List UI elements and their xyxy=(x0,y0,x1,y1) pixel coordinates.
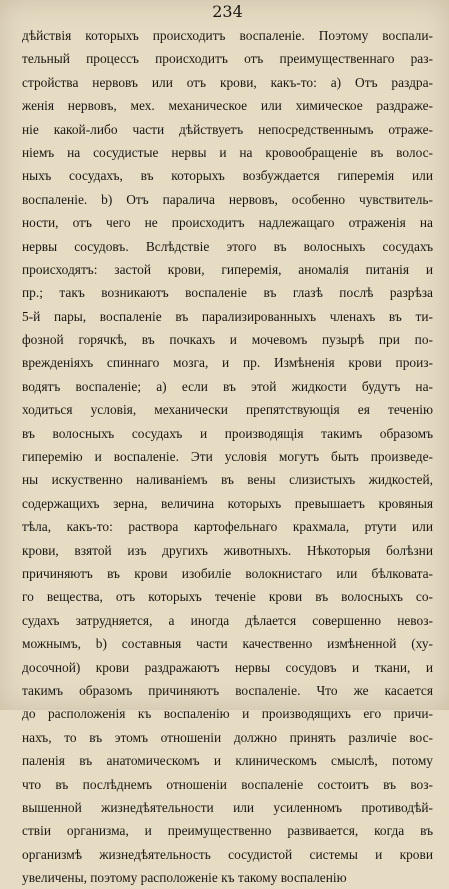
text-line: воспаленіе. b) Отъ паралича нервовъ, особенно чувствитель- xyxy=(22,191,433,207)
text-line: ходиться условія, механически препятствующія ея теченію xyxy=(22,402,433,418)
text-line: фозной горячкѣ, въ почкахъ и мочевомъ пузырѣ при по- xyxy=(22,332,433,348)
text-line: увеличены, поэтому расположеніе къ такому воспаленію xyxy=(22,870,347,886)
text-line: содержащихъ зерна, величина которыхъ превышаетъ кровяныя xyxy=(22,495,433,511)
text-line: такимъ образомъ причиняютъ воспаленіе. Что же касается xyxy=(22,682,433,698)
text-line: ніе какой-либо части дѣйствуетъ непосредственнымъ отраже- xyxy=(22,121,433,137)
text-line: ніемъ на сосудистые нервы и на кровообращеніе въ волос- xyxy=(22,144,433,160)
text-line: вышенной жизнедѣятельности или усиленномъ противодѣй- xyxy=(22,799,433,815)
text-line: пр.; такъ возникаютъ воспаленіе въ глазѣ послѣ разрѣза xyxy=(22,285,433,301)
text-line: крови, взятой изъ другихъ животныхъ. Нѣкоторыя болѣзни xyxy=(22,542,433,558)
text-line: врежденіяхъ спиннаго мозга, и пр. Измѣненія крови произ- xyxy=(22,355,433,371)
text-line: стройства нервовъ или отъ крови, какъ-то: а) Отъ раздра- xyxy=(22,74,433,90)
text-line: нервы сосудовъ. Вслѣдствіе этого въ волосныхъ сосудахъ xyxy=(22,238,433,254)
text-line: тѣла, какъ-то: раствора картофельнаго крахмала, ртути или xyxy=(22,519,433,535)
text-line: судахъ затрудняется, а иногда дѣлается совершенно невоз- xyxy=(22,612,433,628)
text-line: ности, отъ чего не происходитъ надлежащаго отраженія на xyxy=(22,215,433,231)
text-line: что въ послѣднемъ отношеніи воспаленіе состоитъ въ воз- xyxy=(22,776,433,792)
text-line: можнымъ, b) составныя части качественно измѣненной (ху- xyxy=(22,636,433,652)
text-line: водятъ воспаленіе; а) если въ этой жидкости будутъ на- xyxy=(22,378,433,394)
text-line: происходятъ: застой крови, гиперемія, аномалія питанія и xyxy=(22,261,433,277)
text-line: женія нервовъ, мех. механическое или химическое раздраже- xyxy=(22,98,433,114)
text-line: ствіи организма, и преимущественно развивается, когда въ xyxy=(22,823,433,839)
text-line: гиперемію и воспаленіе. Эти условія могутъ быть произведе- xyxy=(22,449,433,465)
text-line: досочной) крови раздражаютъ нервы сосудовъ и ткани, и xyxy=(22,659,433,675)
text-line: тельный процессъ происходитъ отъ преимущественнаго раз- xyxy=(22,51,433,67)
text-line: до расположенія къ воспаленію и производящихъ его причи- xyxy=(22,706,433,722)
text-line: ныхъ сосудахъ, въ которыхъ возбуждается гиперемія или xyxy=(22,168,433,184)
body-text xyxy=(22,24,433,889)
text-line: паленія въ анатомическомъ и клиническомъ смыслѣ, потому xyxy=(22,753,433,769)
page-number: 234 xyxy=(212,2,243,21)
text-line: го вещества, отъ которыхъ теченіе крови въ волосныхъ со- xyxy=(22,589,433,605)
text-line: въ волосныхъ сосудахъ и производящія такимъ образомъ xyxy=(22,425,433,441)
text-line: 5-й пары, воспаленіе въ парализированныхъ членахъ въ ти- xyxy=(22,308,433,324)
text-line: нахъ, то въ этомъ отношеніи должно принять различіе вос- xyxy=(22,729,433,745)
text-line: дѣйствія которыхъ происходитъ воспаленіе. Поэтому воспали- xyxy=(22,28,433,43)
text-line: ны искуственно наливаніемъ въ вены слизистыхъ жидкостей, xyxy=(22,472,433,488)
text-line: организмѣ жизнедѣятельность сосудистой системы и крови xyxy=(22,846,433,862)
text-line: причиняютъ въ крови изобиліе волокнистаго или бѣлковата- xyxy=(22,565,433,581)
